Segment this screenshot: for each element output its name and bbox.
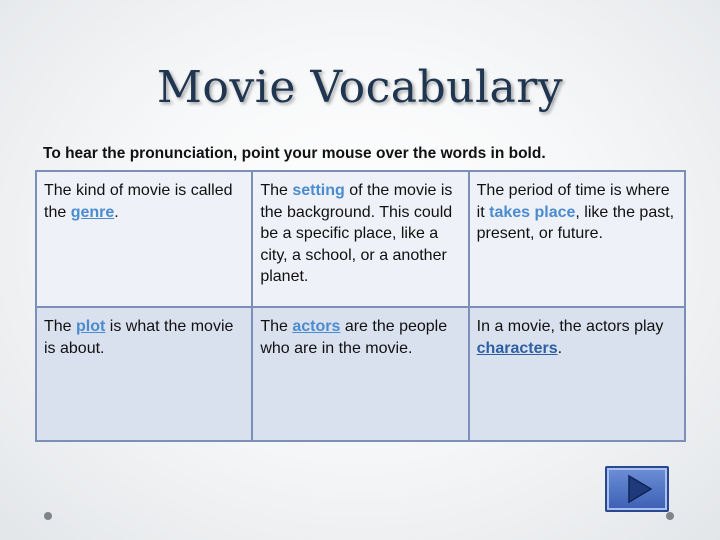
- term-genre[interactable]: genre: [70, 203, 115, 221]
- cell-text: of the movie is the background. This could be a specific place, like a city, a school, or a another planet.: [260, 182, 453, 285]
- table-row: [36, 307, 685, 441]
- vocab-cell-setting: [252, 171, 468, 307]
- instruction-text: To hear the pronunciation, point your mouse over the words in bold.: [43, 145, 546, 162]
- vocabulary-table: [35, 170, 686, 442]
- decorative-dot: [44, 512, 52, 520]
- vocab-cell-characters: [469, 307, 685, 441]
- term-plot[interactable]: plot: [76, 318, 106, 335]
- cell-text: The: [260, 318, 293, 335]
- cell-text: is what the movie is about.: [44, 318, 234, 357]
- cell-text: The kind of movie is called the: [44, 182, 233, 221]
- cell-text: .: [114, 203, 119, 221]
- cell-text: are the people who are in the movie.: [260, 318, 448, 357]
- cell-text: In a movie, the actors play: [476, 318, 664, 335]
- vocab-cell-genre: [36, 171, 252, 307]
- term-characters[interactable]: characters: [476, 339, 558, 357]
- cell-text: The period of time is where it: [476, 182, 670, 221]
- play-arrow-icon: [607, 468, 667, 510]
- decorative-dot: [666, 512, 674, 520]
- cell-text: , like the past, present, or future.: [476, 203, 675, 242]
- term-actors[interactable]: actors: [292, 318, 341, 335]
- term-setting[interactable]: setting: [292, 182, 345, 199]
- next-slide-button[interactable]: [605, 466, 669, 512]
- vocab-cell-takes-place: [469, 171, 685, 307]
- term-takes-place[interactable]: takes place: [489, 203, 576, 221]
- cell-text: The: [260, 182, 293, 199]
- cell-text: The: [44, 318, 77, 335]
- slide-title: Movie Vocabulary: [156, 62, 564, 113]
- vocab-cell-actors: [252, 307, 468, 441]
- table-row: [36, 171, 685, 307]
- cell-text: .: [557, 339, 563, 357]
- vocab-cell-plot: [36, 307, 252, 441]
